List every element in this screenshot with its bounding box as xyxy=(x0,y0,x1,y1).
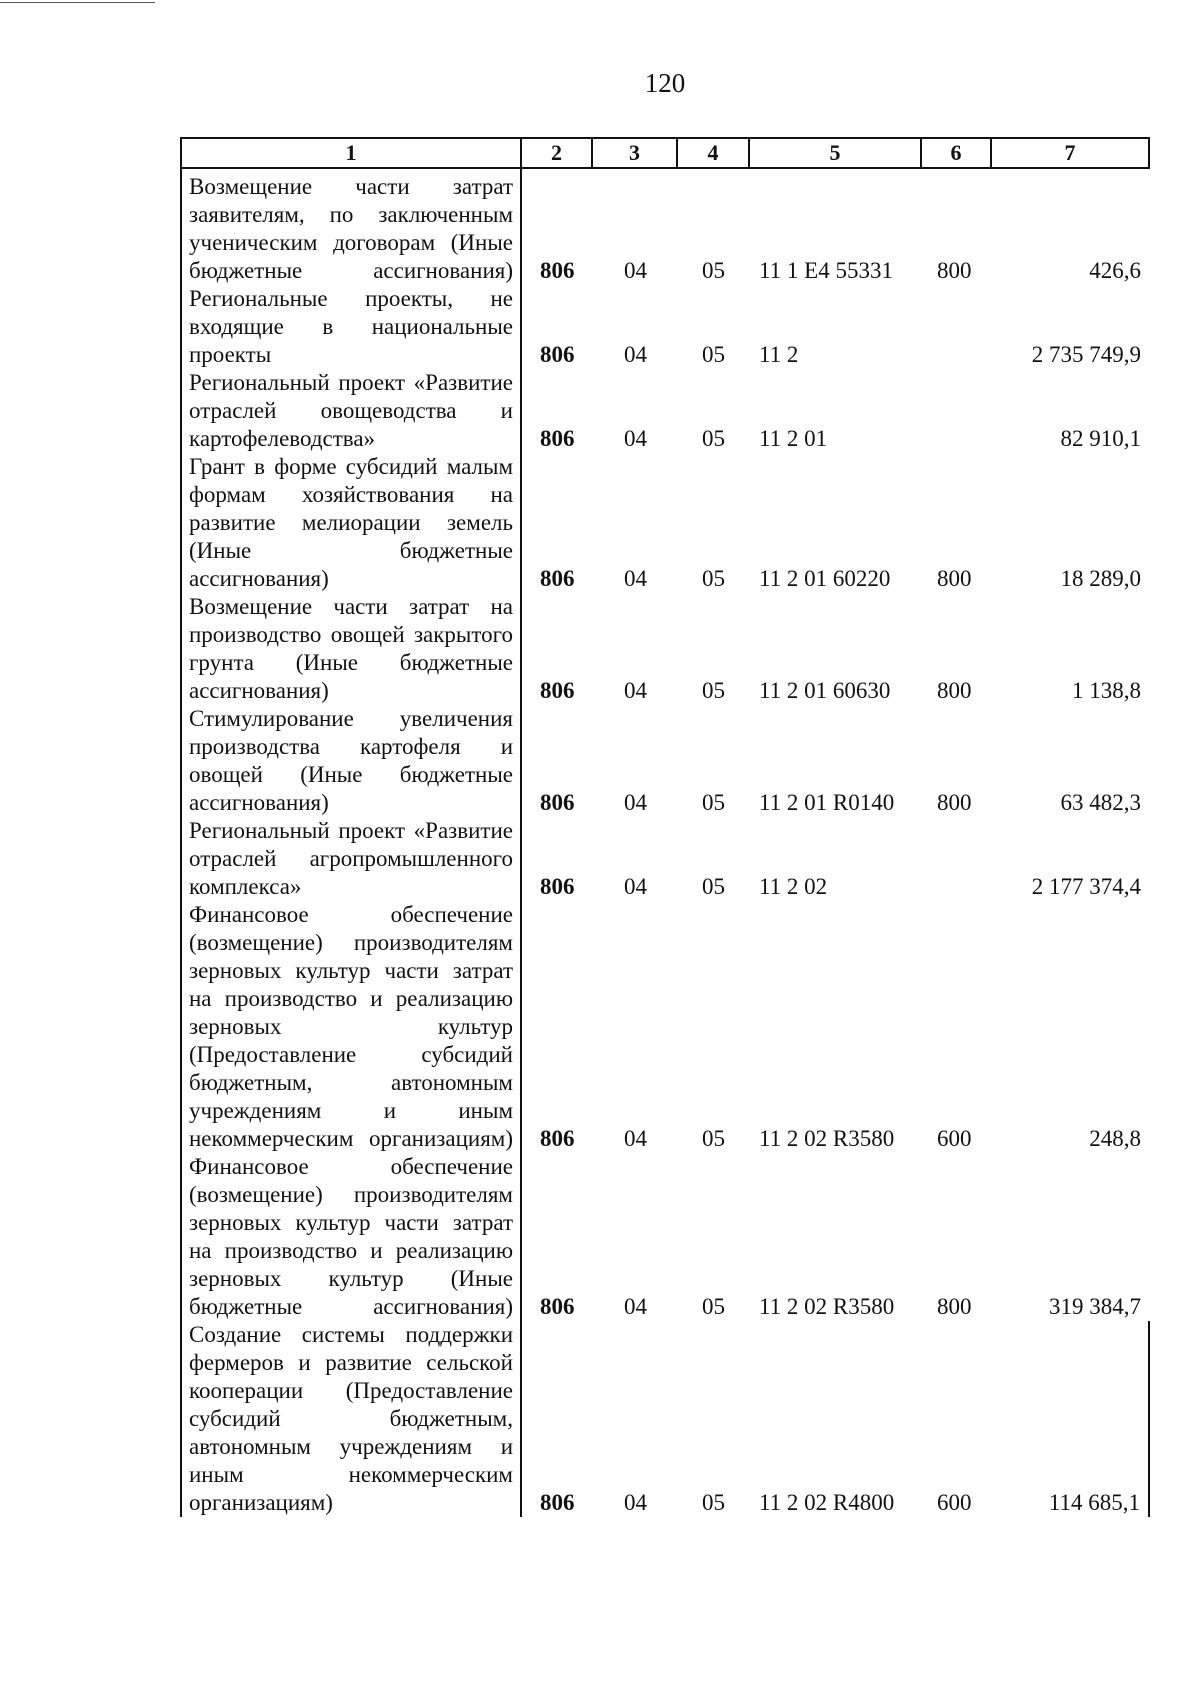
subsection-code: 05 xyxy=(702,566,725,591)
expense-type-code: 800 xyxy=(937,566,972,591)
corner-rule xyxy=(0,2,155,3)
section-code: 04 xyxy=(624,1126,647,1151)
amount: 114 685,1 xyxy=(991,1321,1149,1517)
expense-type-code: 800 xyxy=(937,258,972,283)
table-row xyxy=(181,285,1149,369)
table-body xyxy=(181,168,1149,1517)
description-line: фермеров и развитие сельской xyxy=(189,1350,513,1375)
description-line: организациям) xyxy=(369,1126,513,1151)
description-line: заявителям, по заключенным xyxy=(189,202,513,227)
table-row xyxy=(181,705,1149,817)
row-description xyxy=(181,369,521,453)
section-code: 04 xyxy=(624,790,647,815)
description-line: автономным учреждениям xyxy=(189,1434,472,1459)
header-col-6: 6 xyxy=(921,138,991,168)
subsection-code: 05 xyxy=(702,258,725,283)
description-line: Региональные проекты, xyxy=(189,286,453,311)
row-description xyxy=(181,901,521,1153)
amount: 2 735 749,9 xyxy=(1031,342,1141,367)
description-line: агропромышленного xyxy=(309,846,513,871)
description-line: бюджетные ассигнования) xyxy=(189,650,513,703)
amount: 82 910,1 xyxy=(1060,426,1141,451)
admin-code: 806 xyxy=(540,566,575,591)
target-article-code: 11 2 02 R3580 xyxy=(759,1126,895,1151)
target-article-code: 11 2 xyxy=(759,342,799,367)
table-row xyxy=(181,901,1149,1153)
header-col-1: 1 xyxy=(181,138,521,168)
section-code: 04 xyxy=(624,874,647,899)
description-line: Стимулирование увеличения xyxy=(189,706,513,731)
header-col-3: 3 xyxy=(592,138,677,168)
row-description xyxy=(181,453,521,593)
description-line: Региональный проект xyxy=(189,370,406,395)
subsection-code: 05 xyxy=(702,874,725,899)
description-line: зерновых культур части затрат xyxy=(189,958,513,983)
table-row xyxy=(181,1321,1149,1517)
admin-code: 806 xyxy=(540,678,575,703)
expense-type-code: 600 xyxy=(937,1490,972,1515)
budget-table-container xyxy=(180,137,1150,1517)
description-line: на производство овощей xyxy=(189,594,514,647)
description-line: Возмещение части затрат xyxy=(189,594,470,619)
header-col-2: 2 xyxy=(521,138,592,168)
amount: 18 289,0 xyxy=(1060,566,1141,591)
description-line: Возмещение части затрат xyxy=(189,174,513,199)
description-line: зерновых культур части затрат xyxy=(189,1210,513,1235)
description-line: Финансовое обеспечение xyxy=(189,1154,513,1179)
description-line: (Иные бюджетные xyxy=(189,538,513,563)
admin-code: 806 xyxy=(540,426,575,451)
admin-code: 806 xyxy=(540,790,575,815)
subsection-code: 05 xyxy=(702,678,725,703)
expense-type-code: 800 xyxy=(937,790,972,815)
expense-type-code: 800 xyxy=(937,678,972,703)
description-line: организациям) xyxy=(189,1490,333,1515)
row-description xyxy=(181,1153,521,1321)
description-line: бюджетные ассигнования) xyxy=(189,1294,513,1319)
description-line: ассигнования) xyxy=(189,790,329,815)
header-row xyxy=(181,138,1149,168)
description-line: кооперации (Предоставление xyxy=(189,1378,513,1403)
description-line: Финансовое обеспечение xyxy=(189,902,513,927)
section-code: 04 xyxy=(624,342,647,367)
description-line: некоммерческим xyxy=(189,1126,354,1151)
section-code: 04 xyxy=(624,678,647,703)
description-line: Грант в форме субсидий xyxy=(189,454,438,479)
description-line: «Развитие отраслей xyxy=(189,818,513,871)
table-row xyxy=(181,593,1149,705)
target-article-code: 11 1 Е4 55331 xyxy=(759,258,893,283)
admin-code: 806 xyxy=(540,1490,575,1515)
expense-type-code xyxy=(921,285,991,369)
description-line: на производство и реализацию xyxy=(189,1238,513,1263)
description-line: на производство и реализацию xyxy=(189,986,513,1011)
description-line: зерновых культур xyxy=(189,1014,513,1039)
description-line: бюджетные ассигнования) xyxy=(189,258,513,283)
row-description xyxy=(181,1321,521,1517)
amount: 248,8 xyxy=(1089,1126,1141,1151)
subsection-code: 05 xyxy=(702,1294,725,1319)
amount: 319 384,7 xyxy=(1049,1294,1141,1319)
admin-code: 806 xyxy=(540,1294,575,1319)
description-line: и овощей (Иные бюджетные xyxy=(189,734,513,787)
subsection-code: 05 xyxy=(702,1126,725,1151)
section-code: 04 xyxy=(624,1294,647,1319)
admin-code: 806 xyxy=(540,258,575,283)
admin-code: 806 xyxy=(540,874,575,899)
subsection-code: 05 xyxy=(702,426,725,451)
subsection-code: 05 xyxy=(702,790,725,815)
row-description xyxy=(181,817,521,901)
header-col-7: 7 xyxy=(991,138,1149,168)
expense-type-code xyxy=(921,369,991,453)
description-line: закрытого грунта (Иные xyxy=(189,622,513,675)
description-line: ученическим договорам (Иные xyxy=(189,230,513,255)
row-description xyxy=(181,168,521,285)
target-article-code: 11 2 01 R0140 xyxy=(759,790,895,815)
description-line: «Развитие отраслей xyxy=(189,370,513,423)
expense-type-code: 800 xyxy=(937,1294,972,1319)
section-code: 04 xyxy=(624,566,647,591)
target-article-code: 11 2 02 R4800 xyxy=(759,1490,895,1515)
target-article-code: 11 2 01 60630 xyxy=(759,678,891,703)
admin-code: 806 xyxy=(540,342,575,367)
row-description xyxy=(181,593,521,705)
amount: 2 177 374,4 xyxy=(1031,874,1141,899)
section-code: 04 xyxy=(624,426,647,451)
description-line: субсидий бюджетным, xyxy=(189,1406,513,1431)
description-line: бюджетным, автономным xyxy=(189,1070,513,1095)
description-line: учреждениям и иным xyxy=(189,1098,513,1123)
table-row xyxy=(181,168,1149,285)
description-line: (Предоставление субсидий xyxy=(189,1042,513,1067)
description-line: картофелеводства» xyxy=(189,426,376,451)
description-line: Создание системы поддержки xyxy=(189,1322,513,1347)
target-article-code: 11 2 01 xyxy=(759,426,828,451)
description-line: (возмещение) производителям xyxy=(189,930,513,955)
description-line: (возмещение) производителям xyxy=(189,1182,513,1207)
section-code: 04 xyxy=(624,258,647,283)
table-row xyxy=(181,1153,1149,1321)
description-line: на развитие мелиорации земель xyxy=(189,482,513,535)
amount: 63 482,3 xyxy=(1060,790,1141,815)
table-row xyxy=(181,369,1149,453)
description-line: и иным некоммерческим xyxy=(189,1434,513,1487)
description-line: комплекса» xyxy=(189,874,302,899)
description-line: зерновых культур (Иные xyxy=(189,1266,513,1291)
description-line: малым формам хозяйствования xyxy=(189,454,513,507)
row-description xyxy=(181,705,521,817)
amount: 1 138,8 xyxy=(1072,678,1141,703)
expense-type-code xyxy=(921,817,991,901)
target-article-code: 11 2 01 60220 xyxy=(759,566,891,591)
description-line: проекты xyxy=(189,342,272,367)
header-col-4: 4 xyxy=(677,138,749,168)
section-code: 04 xyxy=(624,1490,647,1515)
admin-code: 806 xyxy=(540,1126,575,1151)
description-line: овощеводства и xyxy=(320,398,513,423)
budget-table xyxy=(180,137,1150,1517)
target-article-code: 11 2 02 xyxy=(759,874,828,899)
description-line: ассигнования) xyxy=(189,566,329,591)
header-col-5: 5 xyxy=(749,138,921,168)
table-row xyxy=(181,453,1149,593)
amount: 426,6 xyxy=(1089,258,1141,283)
target-article-code: 11 2 02 R3580 xyxy=(759,1294,895,1319)
subsection-code: 05 xyxy=(702,1490,725,1515)
expense-type-code: 600 xyxy=(937,1126,972,1151)
description-line: не входящие в национальные xyxy=(189,286,513,339)
page-number: 120 xyxy=(644,68,686,98)
description-line: Региональный проект xyxy=(189,818,406,843)
table-row xyxy=(181,817,1149,901)
row-description xyxy=(181,285,521,369)
description-line: производства картофеля xyxy=(189,734,461,759)
subsection-code: 05 xyxy=(702,342,725,367)
